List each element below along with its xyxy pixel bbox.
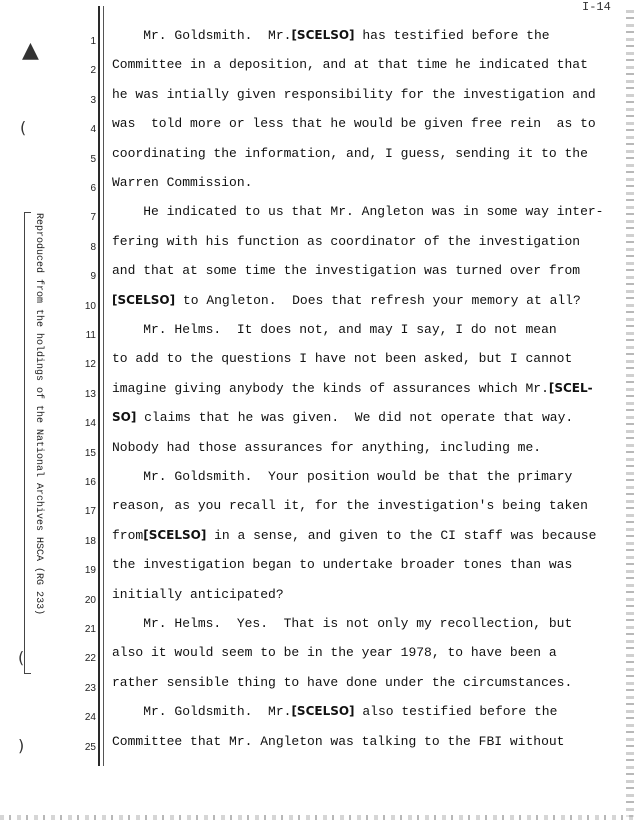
line-number: 13 <box>84 389 96 400</box>
line-text: has testified before the <box>354 28 550 43</box>
line-text: and that at some time the investigation was turned over from <box>112 263 581 278</box>
line-text: was told more or less that he would be given free rein as to <box>112 116 596 131</box>
line-text: initially anticipated? <box>112 587 284 602</box>
transcript-line <box>112 204 603 219</box>
line-number: 6 <box>90 183 96 194</box>
line-text: Mr. Helms. Yes. That is not only my recollection, but <box>112 616 573 631</box>
handwritten-redaction: [SCELSO] <box>143 528 207 542</box>
line-text: also testified before the <box>354 704 558 719</box>
line-text: to add to the questions I have not been asked, but I cannot <box>112 351 573 366</box>
line-text: Nobody had those assurances for anything, including me. <box>112 440 542 455</box>
transcript-line <box>112 469 572 484</box>
transcript-line <box>112 57 588 72</box>
transcript-line <box>112 440 541 455</box>
line-text: the investigation began to undertake broader tones than was <box>112 557 573 572</box>
transcript-line <box>112 616 572 631</box>
transcript-line <box>112 587 284 602</box>
line-number: 12 <box>84 359 96 370</box>
line-number: 15 <box>84 448 96 459</box>
transcript-line <box>112 381 593 396</box>
line-text: he was intially given responsibility for the investigation and <box>112 87 596 102</box>
line-number: 5 <box>90 154 96 165</box>
line-number: 14 <box>84 418 96 429</box>
line-number: 20 <box>84 595 96 606</box>
scan-edge-right <box>626 10 634 822</box>
margin-rule-inner <box>103 6 104 766</box>
line-text: Mr. Helms. It does not, and may I say, I do not mean <box>112 322 557 337</box>
line-number: 24 <box>84 712 96 723</box>
line-number: 2 <box>90 65 96 76</box>
line-number: 18 <box>84 536 96 547</box>
line-text: Mr. Goldsmith. Mr. <box>112 28 292 43</box>
transcript-line <box>112 645 557 660</box>
handwritten-redaction: [SCEL- <box>548 381 593 395</box>
paren-mark: ( <box>20 118 27 137</box>
line-number: 3 <box>90 95 96 106</box>
margin-rule <box>98 6 100 766</box>
page-number: I-14 <box>582 0 611 14</box>
line-text: Committee in a deposition, and at that time he indicated that <box>112 57 588 72</box>
line-text: Mr. Goldsmith. Mr. <box>112 704 292 719</box>
line-text: to Angleton. Does that refresh your memory at all? <box>175 293 581 308</box>
transcript-line <box>112 557 572 572</box>
line-number: 21 <box>84 624 96 635</box>
transcript-line <box>112 293 581 308</box>
transcript-line <box>112 704 557 719</box>
transcript-line <box>112 28 550 43</box>
punch-mark: ▲ <box>22 38 39 63</box>
transcript-line <box>112 498 588 513</box>
line-text: imagine giving anybody the kinds of assurances which Mr. <box>112 381 549 396</box>
transcript-line <box>112 410 573 425</box>
line-text: Warren Commission. <box>112 175 253 190</box>
line-number: 17 <box>84 506 96 517</box>
line-number: 11 <box>85 330 96 341</box>
transcript-line <box>112 175 252 190</box>
handwritten-redaction: [SCELSO] <box>291 704 355 718</box>
line-text: Mr. Goldsmith. Your position would be that the primary <box>112 469 573 484</box>
transcript-line <box>112 146 588 161</box>
line-number: 7 <box>90 212 96 223</box>
transcript-line <box>112 234 580 249</box>
line-text: claims that he was given. We did not operate that way. <box>136 410 574 425</box>
handwritten-redaction: SO] <box>112 410 137 424</box>
line-number: 1 <box>90 36 96 47</box>
line-text: reason, as you recall it, for the investigation's being taken <box>112 498 588 513</box>
paren-mark: ( <box>18 648 25 667</box>
line-text: fering with his function as coordinator of the investigation <box>112 234 581 249</box>
line-text: in a sense, and given to the CI staff was because <box>206 528 597 543</box>
line-text: He indicated to us that Mr. Angleton was in some way inter- <box>112 204 604 219</box>
line-number: 8 <box>90 242 96 253</box>
line-number: 4 <box>90 124 96 135</box>
paren-mark: ) <box>18 736 25 755</box>
line-text: also it would seem to be in the year 1978, to have been a <box>112 645 557 660</box>
scan-edge-bottom <box>0 815 638 820</box>
line-text: from <box>112 528 144 543</box>
transcript-line <box>112 322 557 337</box>
transcript-line <box>112 351 572 366</box>
line-number: 22 <box>84 653 96 664</box>
transcript-line <box>112 675 572 690</box>
archive-stamp: Reproduced from the holdings of the National Archives HSCA (RG 233) <box>33 213 44 616</box>
transcript-line <box>112 263 580 278</box>
transcript-line <box>112 87 596 102</box>
handwritten-redaction: [SCELSO] <box>112 293 176 307</box>
transcript-line <box>112 528 596 543</box>
line-number: 10 <box>84 301 96 312</box>
handwritten-redaction: [SCELSO] <box>291 28 355 42</box>
line-text: Committee that Mr. Angleton was talking to the FBI without <box>112 734 565 749</box>
line-text: rather sensible thing to have done under the circumstances. <box>112 675 573 690</box>
transcript-line <box>112 116 596 131</box>
line-number: 19 <box>84 565 96 576</box>
line-text: coordinating the information, and, I guess, sending it to the <box>112 146 588 161</box>
line-number: 16 <box>84 477 96 488</box>
line-number: 23 <box>84 683 96 694</box>
transcript-line <box>112 734 564 749</box>
line-number: 25 <box>84 742 96 753</box>
line-number: 9 <box>90 271 96 282</box>
